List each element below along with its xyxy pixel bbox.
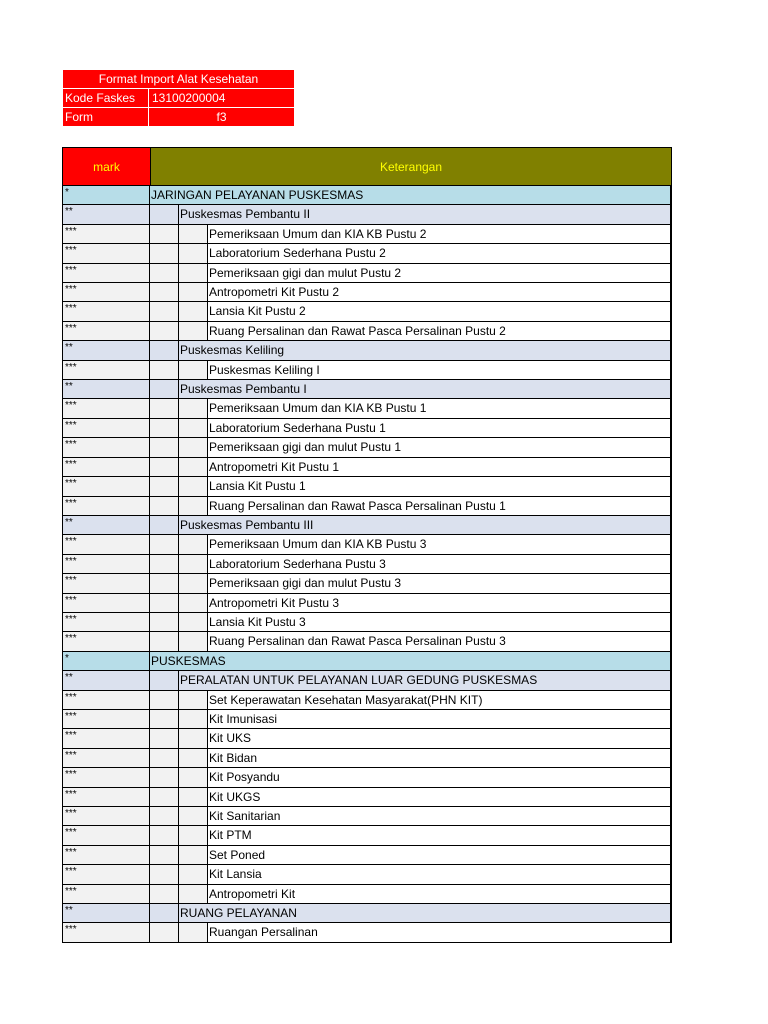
row-text: Puskesmas Keliling I xyxy=(208,361,670,379)
indent-cell xyxy=(150,399,179,417)
row-text: Laboratorium Sederhana Pustu 3 xyxy=(208,555,670,573)
row-text: Lansia Kit Pustu 1 xyxy=(208,477,670,495)
row-keterangan xyxy=(150,399,670,417)
row-text: Pemeriksaan gigi dan mulut Pustu 3 xyxy=(208,574,670,592)
table-row[interactable] xyxy=(63,497,670,516)
indent-cell xyxy=(150,846,179,864)
row-keterangan xyxy=(150,225,670,243)
kode-faskes-label: Kode Faskes xyxy=(63,89,149,108)
indent-cell xyxy=(150,361,179,379)
table-row[interactable] xyxy=(63,438,670,457)
row-text: Puskesmas Pembantu I xyxy=(179,380,670,398)
indent-cell xyxy=(179,497,208,515)
row-mark: *** xyxy=(63,574,150,592)
row-text: Antropometri Kit Pustu 3 xyxy=(208,594,670,612)
indent-cell xyxy=(150,574,179,592)
row-text: Pemeriksaan Umum dan KIA KB Pustu 3 xyxy=(208,535,670,553)
table-row[interactable] xyxy=(63,826,670,845)
column-header-mark: mark xyxy=(63,148,151,185)
indent-cell xyxy=(150,205,179,223)
indent-cell xyxy=(179,361,208,379)
table-row[interactable] xyxy=(63,477,670,496)
row-mark: *** xyxy=(63,885,150,903)
row-text: Kit Posyandu xyxy=(208,768,670,786)
indent-cell xyxy=(150,380,179,398)
indent-cell xyxy=(179,788,208,806)
row-text: Puskesmas Pembantu III xyxy=(179,516,670,534)
row-keterangan xyxy=(150,419,670,437)
indent-cell xyxy=(150,264,179,282)
indent-cell xyxy=(179,807,208,825)
indent-cell xyxy=(150,788,179,806)
table-row[interactable] xyxy=(63,652,670,671)
row-keterangan xyxy=(150,788,670,806)
row-keterangan xyxy=(150,865,670,883)
indent-cell xyxy=(150,691,179,709)
form-header xyxy=(63,70,294,127)
row-keterangan xyxy=(150,535,670,553)
row-mark: *** xyxy=(63,691,150,709)
indent-cell xyxy=(179,632,208,650)
table-row[interactable] xyxy=(63,186,670,205)
table-row[interactable] xyxy=(63,574,670,593)
indent-cell xyxy=(179,594,208,612)
table-row[interactable] xyxy=(63,380,670,399)
table-row[interactable] xyxy=(63,865,670,884)
row-mark: ** xyxy=(63,904,150,922)
row-text: Kit PTM xyxy=(208,826,670,844)
indent-cell xyxy=(179,768,208,786)
table-row[interactable] xyxy=(63,322,670,341)
row-text: PERALATAN UNTUK PELAYANAN LUAR GEDUNG PUSKESMAS xyxy=(179,671,670,689)
row-mark: *** xyxy=(63,264,150,282)
row-keterangan xyxy=(150,729,670,747)
table-row[interactable] xyxy=(63,749,670,768)
indent-cell xyxy=(150,419,179,437)
table-row[interactable] xyxy=(63,846,670,865)
row-keterangan xyxy=(150,380,670,398)
table-row[interactable] xyxy=(63,594,670,613)
row-mark: *** xyxy=(63,477,150,495)
table-row[interactable] xyxy=(63,302,670,321)
row-text: Kit UKGS xyxy=(208,788,670,806)
row-text: Kit Bidan xyxy=(208,749,670,767)
row-keterangan xyxy=(150,671,670,689)
row-text: Laboratorium Sederhana Pustu 1 xyxy=(208,419,670,437)
indent-cell xyxy=(179,399,208,417)
row-text: Ruang Persalinan dan Rawat Pasca Persalinan Pustu 3 xyxy=(208,632,670,650)
indent-cell xyxy=(179,710,208,728)
indent-cell xyxy=(179,477,208,495)
row-mark: ** xyxy=(63,341,150,359)
row-keterangan xyxy=(150,749,670,767)
row-mark: *** xyxy=(63,225,150,243)
row-text: Lansia Kit Pustu 3 xyxy=(208,613,670,631)
indent-cell xyxy=(150,458,179,476)
table-row[interactable] xyxy=(63,613,670,632)
table-row[interactable] xyxy=(63,516,670,535)
table-row[interactable] xyxy=(63,729,670,748)
indent-cell xyxy=(179,419,208,437)
indent-cell xyxy=(150,923,179,941)
indent-cell xyxy=(179,244,208,262)
indent-cell xyxy=(179,729,208,747)
row-text: Antropometri Kit xyxy=(208,885,670,903)
row-keterangan xyxy=(150,458,670,476)
row-keterangan xyxy=(150,574,670,592)
indent-cell xyxy=(150,302,179,320)
indent-cell xyxy=(150,826,179,844)
table-row[interactable] xyxy=(63,244,670,263)
indent-cell xyxy=(150,768,179,786)
row-text: Puskesmas Keliling xyxy=(179,341,670,359)
table-row[interactable] xyxy=(63,555,670,574)
row-text: Puskesmas Pembantu II xyxy=(179,205,670,223)
row-keterangan xyxy=(150,923,670,941)
row-mark: ** xyxy=(63,380,150,398)
row-text: Pemeriksaan Umum dan KIA KB Pustu 2 xyxy=(208,225,670,243)
indent-cell xyxy=(179,691,208,709)
table-row[interactable] xyxy=(63,632,670,651)
indent-cell xyxy=(150,438,179,456)
row-text: Antropometri Kit Pustu 2 xyxy=(208,283,670,301)
indent-cell xyxy=(179,535,208,553)
indent-cell xyxy=(150,322,179,340)
indent-cell xyxy=(179,555,208,573)
row-mark: *** xyxy=(63,302,150,320)
indent-cell xyxy=(150,535,179,553)
table-row[interactable] xyxy=(63,904,670,923)
table-row[interactable] xyxy=(63,671,670,690)
row-mark: *** xyxy=(63,555,150,573)
table-row[interactable] xyxy=(63,283,670,302)
row-mark: ** xyxy=(63,205,150,223)
table-row[interactable] xyxy=(63,807,670,826)
indent-cell xyxy=(179,846,208,864)
row-text: Pemeriksaan gigi dan mulut Pustu 2 xyxy=(208,264,670,282)
equipment-table xyxy=(62,147,672,943)
row-mark: *** xyxy=(63,923,150,941)
indent-cell xyxy=(150,632,179,650)
indent-cell xyxy=(179,283,208,301)
row-keterangan xyxy=(150,555,670,573)
row-keterangan xyxy=(150,283,670,301)
table-row[interactable] xyxy=(63,341,670,360)
row-keterangan xyxy=(150,632,670,650)
table-header xyxy=(62,147,672,186)
indent-cell xyxy=(179,613,208,631)
row-mark: *** xyxy=(63,846,150,864)
indent-cell xyxy=(179,264,208,282)
table-row[interactable] xyxy=(63,419,670,438)
indent-cell xyxy=(179,322,208,340)
indent-cell xyxy=(150,710,179,728)
indent-cell xyxy=(150,283,179,301)
row-mark: *** xyxy=(63,594,150,612)
indent-cell xyxy=(150,807,179,825)
row-mark: *** xyxy=(63,865,150,883)
row-keterangan xyxy=(150,322,670,340)
table-row[interactable] xyxy=(63,923,670,942)
indent-cell xyxy=(179,826,208,844)
table-row[interactable] xyxy=(63,691,670,710)
row-text: Ruang Persalinan dan Rawat Pasca Persalinan Pustu 2 xyxy=(208,322,670,340)
indent-cell xyxy=(150,516,179,534)
table-row[interactable] xyxy=(63,788,670,807)
table-row[interactable] xyxy=(63,399,670,418)
row-text: Kit Imunisasi xyxy=(208,710,670,728)
table-row[interactable] xyxy=(63,458,670,477)
row-keterangan xyxy=(150,904,670,922)
indent-cell xyxy=(179,885,208,903)
row-mark: *** xyxy=(63,497,150,515)
table-row[interactable] xyxy=(63,768,670,787)
row-text: Kit UKS xyxy=(208,729,670,747)
indent-cell xyxy=(179,302,208,320)
table-row[interactable] xyxy=(63,710,670,729)
indent-cell xyxy=(150,244,179,262)
row-mark: *** xyxy=(63,729,150,747)
row-keterangan xyxy=(150,244,670,262)
indent-cell xyxy=(179,749,208,767)
row-text: Antropometri Kit Pustu 1 xyxy=(208,458,670,476)
table-row[interactable] xyxy=(63,361,670,380)
row-text: Kit Lansia xyxy=(208,865,670,883)
row-text: Lansia Kit Pustu 2 xyxy=(208,302,670,320)
row-mark: *** xyxy=(63,244,150,262)
row-keterangan xyxy=(150,807,670,825)
row-mark: *** xyxy=(63,788,150,806)
row-keterangan xyxy=(150,186,670,204)
row-text: Laboratorium Sederhana Pustu 2 xyxy=(208,244,670,262)
row-keterangan xyxy=(150,264,670,282)
row-keterangan xyxy=(150,477,670,495)
table-row[interactable] xyxy=(63,225,670,244)
row-text: Ruang Persalinan dan Rawat Pasca Persalinan Pustu 1 xyxy=(208,497,670,515)
row-text: Pemeriksaan gigi dan mulut Pustu 1 xyxy=(208,438,670,456)
column-header-keterangan: Keterangan xyxy=(151,148,671,185)
row-keterangan xyxy=(150,846,670,864)
indent-cell xyxy=(179,438,208,456)
row-text: Ruangan Persalinan xyxy=(208,923,670,941)
row-mark: *** xyxy=(63,419,150,437)
indent-cell xyxy=(150,729,179,747)
row-mark: * xyxy=(63,652,150,670)
indent-cell xyxy=(150,885,179,903)
row-keterangan xyxy=(150,302,670,320)
table-row[interactable] xyxy=(63,205,670,224)
indent-cell xyxy=(150,865,179,883)
table-body xyxy=(62,186,672,943)
indent-cell xyxy=(150,477,179,495)
row-keterangan xyxy=(150,826,670,844)
indent-cell xyxy=(150,341,179,359)
row-keterangan xyxy=(150,361,670,379)
form-value: f3 xyxy=(149,108,294,127)
row-mark: *** xyxy=(63,807,150,825)
row-mark: *** xyxy=(63,613,150,631)
indent-cell xyxy=(150,555,179,573)
row-keterangan xyxy=(150,341,670,359)
indent-cell xyxy=(179,225,208,243)
row-text: Set Keperawatan Kesehatan Masyarakat(PHN KIT) xyxy=(208,691,670,709)
row-mark: *** xyxy=(63,322,150,340)
row-mark: * xyxy=(63,186,150,204)
row-keterangan xyxy=(150,652,670,670)
row-keterangan xyxy=(150,885,670,903)
row-keterangan xyxy=(150,613,670,631)
indent-cell xyxy=(150,671,179,689)
row-keterangan xyxy=(150,691,670,709)
row-mark: *** xyxy=(63,710,150,728)
row-mark: *** xyxy=(63,438,150,456)
indent-cell xyxy=(150,594,179,612)
row-text: Kit Sanitarian xyxy=(208,807,670,825)
indent-cell xyxy=(150,613,179,631)
row-mark: ** xyxy=(63,671,150,689)
row-mark: *** xyxy=(63,361,150,379)
indent-cell xyxy=(150,225,179,243)
indent-cell xyxy=(179,865,208,883)
indent-cell xyxy=(150,497,179,515)
row-keterangan xyxy=(150,516,670,534)
row-mark: *** xyxy=(63,632,150,650)
table-row[interactable] xyxy=(63,885,670,904)
row-mark: *** xyxy=(63,535,150,553)
row-mark: *** xyxy=(63,283,150,301)
indent-cell xyxy=(150,749,179,767)
row-mark: *** xyxy=(63,749,150,767)
indent-cell xyxy=(150,904,179,922)
indent-cell xyxy=(179,458,208,476)
form-label: Form xyxy=(63,108,149,127)
row-text: Pemeriksaan Umum dan KIA KB Pustu 1 xyxy=(208,399,670,417)
row-mark: *** xyxy=(63,768,150,786)
kode-faskes-value: 13100200004 xyxy=(149,89,294,108)
row-mark: *** xyxy=(63,399,150,417)
row-text: PUSKESMAS xyxy=(151,653,226,668)
indent-cell xyxy=(179,923,208,941)
row-text: RUANG PELAYANAN xyxy=(179,904,670,922)
row-keterangan xyxy=(150,205,670,223)
row-keterangan xyxy=(150,438,670,456)
table-row[interactable] xyxy=(63,535,670,554)
row-mark: *** xyxy=(63,458,150,476)
indent-cell xyxy=(179,574,208,592)
row-keterangan xyxy=(150,768,670,786)
row-keterangan xyxy=(150,594,670,612)
row-keterangan xyxy=(150,497,670,515)
row-text: Set Poned xyxy=(208,846,670,864)
row-keterangan xyxy=(150,710,670,728)
row-text: JARINGAN PELAYANAN PUSKESMAS xyxy=(151,188,364,202)
row-mark: ** xyxy=(63,516,150,534)
table-row[interactable] xyxy=(63,264,670,283)
format-title: Format Import Alat Kesehatan xyxy=(63,70,294,89)
row-mark: *** xyxy=(63,826,150,844)
